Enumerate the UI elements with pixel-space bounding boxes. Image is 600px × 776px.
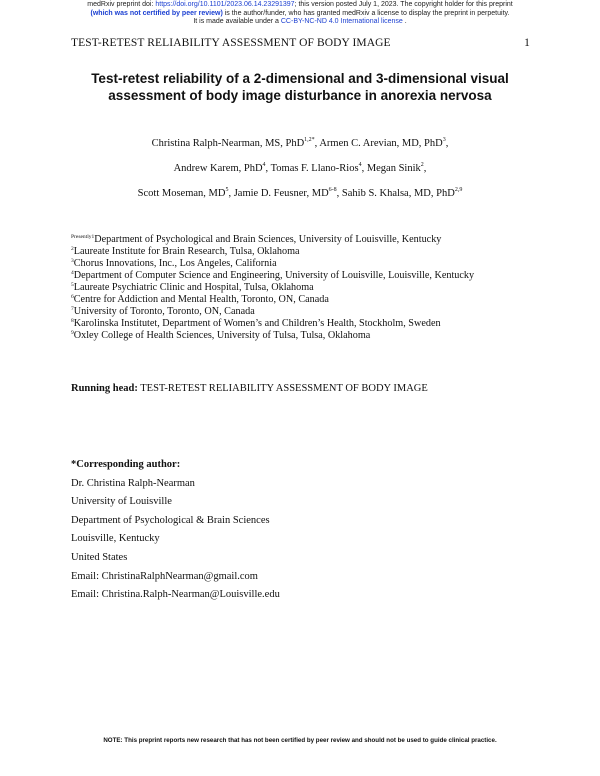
- author-sup: 3: [442, 137, 446, 143]
- affiliation-item: [71, 306, 541, 318]
- author-list: [0, 137, 600, 212]
- affiliation-marker: 2: [71, 246, 74, 252]
- running-head-text: TEST-RETEST RELIABILITY ASSESSMENT OF BODY IMAGE: [137, 383, 428, 394]
- affiliation-text: Laureate Institute for Brain Research, Tulsa, Oklahoma: [73, 246, 300, 257]
- affiliation-item: [71, 330, 541, 342]
- banner-line1-suffix: ; this version posted July 1, 2023. The copyright holder for this preprint: [294, 1, 513, 8]
- affiliation-list: [71, 234, 541, 342]
- affiliation-item: [71, 234, 541, 246]
- affiliation-marker: 9: [71, 330, 74, 336]
- author-line-2: [0, 162, 600, 187]
- running-head-label: Running head:: [71, 383, 138, 394]
- author-text: , Sahib S. Khalsa, MD, PhD: [336, 188, 455, 199]
- affiliation-item: [71, 294, 541, 306]
- affiliation-marker: 7: [71, 306, 74, 312]
- author-text: ,: [445, 138, 449, 149]
- running-header-text: TEST-RETEST RELIABILITY ASSESSMENT OF BODY IMAGE: [71, 37, 391, 49]
- affiliation-marker: 6: [71, 294, 74, 300]
- banner-line3-prefix: It is made available under a: [193, 18, 281, 26]
- affiliation-item: [71, 246, 541, 258]
- preprint-footer-note: NOTE: This preprint reports new research that has not been certified by peer review and should not be used to guide clinical practice.: [103, 737, 497, 744]
- affiliation-text: Oxley College of Health Sciences, University of Tulsa, Tulsa, Oklahoma: [73, 330, 371, 341]
- author-sup: 1,2*: [304, 137, 315, 143]
- author-line-1: [0, 137, 600, 162]
- page-number: 1: [524, 37, 530, 49]
- corresponding-author-label: *Corresponding author:: [71, 459, 181, 470]
- author-text: , Jamie D. Feusner, MD: [228, 188, 329, 199]
- author-line-3: [0, 187, 600, 212]
- banner-line-2: [0, 10, 600, 19]
- affiliation-item: [71, 258, 541, 270]
- affiliation-text: Centre for Addiction and Mental Health, Toronto, ON, Canada: [73, 294, 329, 305]
- affiliation-text: Chorus Innovations, Inc., Los Angeles, California: [73, 258, 277, 269]
- author-text: ,: [423, 163, 427, 174]
- author-text: , Megan Sinik: [361, 163, 421, 174]
- preprint-banner: [0, 1, 600, 27]
- corresponding-university: University of Louisville: [71, 496, 172, 508]
- running-header: [71, 37, 530, 49]
- affiliation-item: [71, 282, 541, 294]
- author-text: Christina Ralph-Nearman, MS, PhD: [151, 138, 305, 149]
- banner-line2-suffix: is the author/funder, who has granted medRxiv a license to display the preprint in perpetuity.: [222, 9, 510, 17]
- banner-line3-suffix: .: [402, 18, 407, 26]
- corresponding-email-2[interactable]: Email: Christina.Ralph-Nearman@Louisville.edu: [71, 589, 280, 601]
- author-sup: 4: [358, 162, 362, 168]
- affiliation-item: [71, 270, 541, 282]
- banner-doi-prefix: medRxiv preprint doi:: [87, 1, 156, 8]
- corresponding-city: Louisville, Kentucky: [71, 533, 160, 545]
- license-link[interactable]: CC-BY-NC-ND 4.0 International license: [280, 18, 403, 26]
- corresponding-country: United States: [71, 551, 128, 563]
- corresponding-name: Dr. Christina Ralph-Nearman: [71, 477, 195, 489]
- affiliation-marker: 3: [71, 258, 74, 264]
- peer-review-notice: (which was not certified by peer review): [90, 9, 223, 17]
- affiliation-marker: Presently1: [71, 234, 95, 240]
- title-line-2: assessment of body image disturbance in anorexia nervosa: [108, 88, 492, 103]
- corresponding-author-block: [71, 458, 280, 607]
- affiliation-text: Karolinska Institutet, Department of Women’s and Children’s Health, Stockholm, Sweden: [73, 318, 441, 329]
- affiliation-marker: 4: [71, 270, 74, 276]
- author-text: Scott Moseman, MD: [137, 188, 226, 199]
- affiliation-text: University of Toronto, Toronto, ON, Canada: [73, 306, 255, 317]
- author-text: , Armen C. Arevian, MD, PhD: [314, 138, 443, 149]
- author-text: , Tomas F. Llano-Rios: [265, 163, 359, 174]
- banner-line-1: [0, 1, 600, 10]
- author-text: Andrew Karem, PhD: [173, 163, 263, 174]
- title-line-1: Test-retest reliability of a 2-dimensional and 3-dimensional visual: [91, 71, 509, 86]
- author-sup: 6-8: [328, 187, 337, 193]
- affiliation-marker: 8: [71, 318, 74, 324]
- affiliation-text: Laureate Psychiatric Clinic and Hospital, Tulsa, Oklahoma: [73, 282, 314, 293]
- running-head: [71, 383, 428, 394]
- author-sup: 5: [225, 187, 229, 193]
- author-sup: 2: [420, 162, 424, 168]
- doi-link[interactable]: https://doi.org/10.1101/2023.06.14.23291397: [155, 1, 295, 8]
- corresponding-email-1[interactable]: Email: ChristinaRalphNearman@gmail.com: [71, 570, 258, 582]
- affiliation-marker: 5: [71, 282, 74, 288]
- author-sup: 2,9: [454, 187, 463, 193]
- banner-line-3: [0, 18, 600, 27]
- author-sup: 4: [262, 162, 266, 168]
- affiliation-item: [71, 318, 541, 330]
- corresponding-department: Department of Psychological & Brain Sciences: [71, 514, 270, 526]
- affiliation-text: Department of Psychological and Brain Sciences, University of Louisville, Kentucky: [94, 234, 442, 245]
- paper-title: [60, 70, 540, 104]
- affiliation-text: Department of Computer Science and Engineering, University of Louisville, Louisville, Kentucky: [73, 270, 475, 281]
